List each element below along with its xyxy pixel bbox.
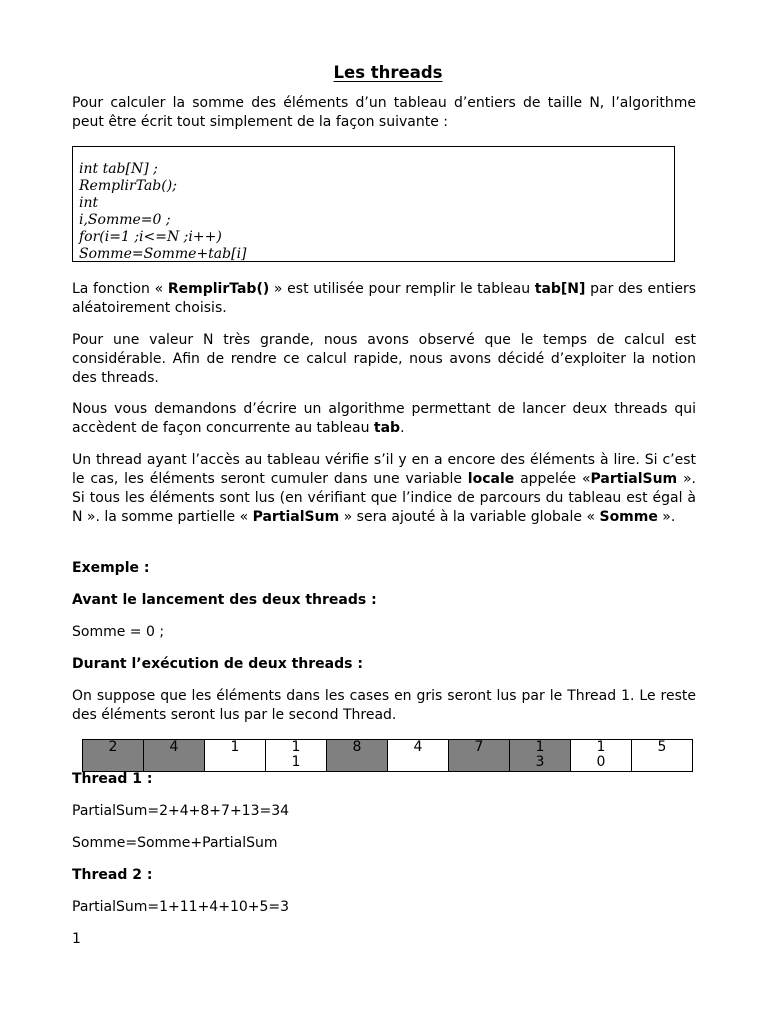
cell-value: 7 (474, 740, 484, 755)
text: Un thread ayant l’accès au tableau vérifie s’il y en a encore des éléments à lire. Si c’est le cas, les éléments seront cumuler dans une variable (72, 452, 696, 487)
text: Nous vous demandons d’écrire un algorithme permettant de lancer deux threads qui accèdent de façon concurrente au tableau (72, 401, 696, 436)
somme-init: Somme = 0 ; (72, 624, 165, 640)
thread1-heading: Thread 1 : (72, 771, 153, 787)
array-cell (327, 740, 388, 772)
array-cell (388, 740, 449, 772)
thread1-partial: PartialSum=2+4+8+7+13=34 (72, 803, 290, 819)
page-number: 1 (72, 931, 81, 947)
cell-value: 4 (413, 740, 423, 755)
text: appelée « (514, 471, 591, 487)
code-line: i,Somme=0 ; (79, 212, 171, 228)
bold-term: tab[N] (534, 281, 586, 297)
array-cell (632, 740, 693, 772)
exemple-heading: Exemple : (72, 560, 150, 576)
code-line: int (79, 195, 99, 211)
code-line: int tab[N] ; (79, 161, 158, 177)
bold-term: PartialSum (252, 509, 340, 525)
paragraph-fonction (72, 280, 696, 318)
text: ». Si tous les éléments sont lus (en vérifiant que l’indice de parcours du tableau est égal à N ». la somme partielle « (72, 471, 696, 525)
text: . (400, 420, 405, 436)
text: ». (657, 509, 676, 525)
cell-value: 11 (291, 740, 301, 770)
page-title: Les threads (333, 63, 443, 82)
thread2-partial: PartialSum=1+11+4+10+5=3 (72, 899, 290, 915)
intro-paragraph: Pour calculer la somme des éléments d’un tableau d’entiers de taille N, l’algorithme peut être écrit tout simplement de la façon suivante : (72, 95, 696, 130)
paragraph-thread (72, 451, 696, 527)
paragraph-valeur: Pour une valeur N très grande, nous avons observé que le temps de calcul est considérable. Afin de rendre ce calcul rapide, nous avons décidé d’exploiter la notion des threads. (72, 332, 696, 386)
text: » est utilisée pour remplir le tableau (269, 281, 535, 297)
bold-term: RemplirTab() (167, 281, 270, 297)
cell-value: 1 (230, 740, 240, 755)
array-cell (571, 740, 632, 772)
avant-heading: Avant le lancement des deux threads : (72, 592, 377, 608)
cell-value: 4 (169, 740, 179, 755)
bold-term: locale (467, 471, 515, 487)
code-line: for(i=1 ;i<=N ;i++) (79, 229, 222, 245)
paragraph-demande (72, 400, 696, 438)
cell-value: 13 (535, 740, 545, 770)
paragraph-gris: On suppose que les éléments dans les cases en gris seront lus par le Thread 1. Le reste des éléments seront lus par le second Thread. (72, 688, 696, 723)
cell-value: 5 (657, 740, 667, 755)
text: La fonction « (72, 281, 168, 297)
array-cell (83, 740, 144, 772)
code-block (79, 161, 247, 263)
thread2-heading: Thread 2 : (72, 867, 153, 883)
code-line: RemplirTab(); (79, 178, 177, 194)
array-cell (205, 740, 266, 772)
bold-term: Somme (599, 509, 658, 525)
cell-value: 10 (596, 740, 606, 770)
array-cell (449, 740, 510, 772)
array-cell (266, 740, 327, 772)
bold-term: PartialSum (590, 471, 678, 487)
code-line: Somme=Somme+tab[i] (79, 246, 247, 262)
cell-value: 2 (108, 740, 118, 755)
text: par des entiers aléatoirement choisis. (72, 281, 696, 316)
bold-term: tab (373, 420, 401, 436)
array-table (82, 739, 693, 772)
code-box (72, 146, 675, 262)
durant-heading: Durant l’exécution de deux threads : (72, 656, 363, 672)
text: » sera ajouté à la variable globale « (339, 509, 600, 525)
array-cell (144, 740, 205, 772)
array-cell (510, 740, 571, 772)
cell-value: 8 (352, 740, 362, 755)
thread1-somme: Somme=Somme+PartialSum (72, 835, 278, 851)
